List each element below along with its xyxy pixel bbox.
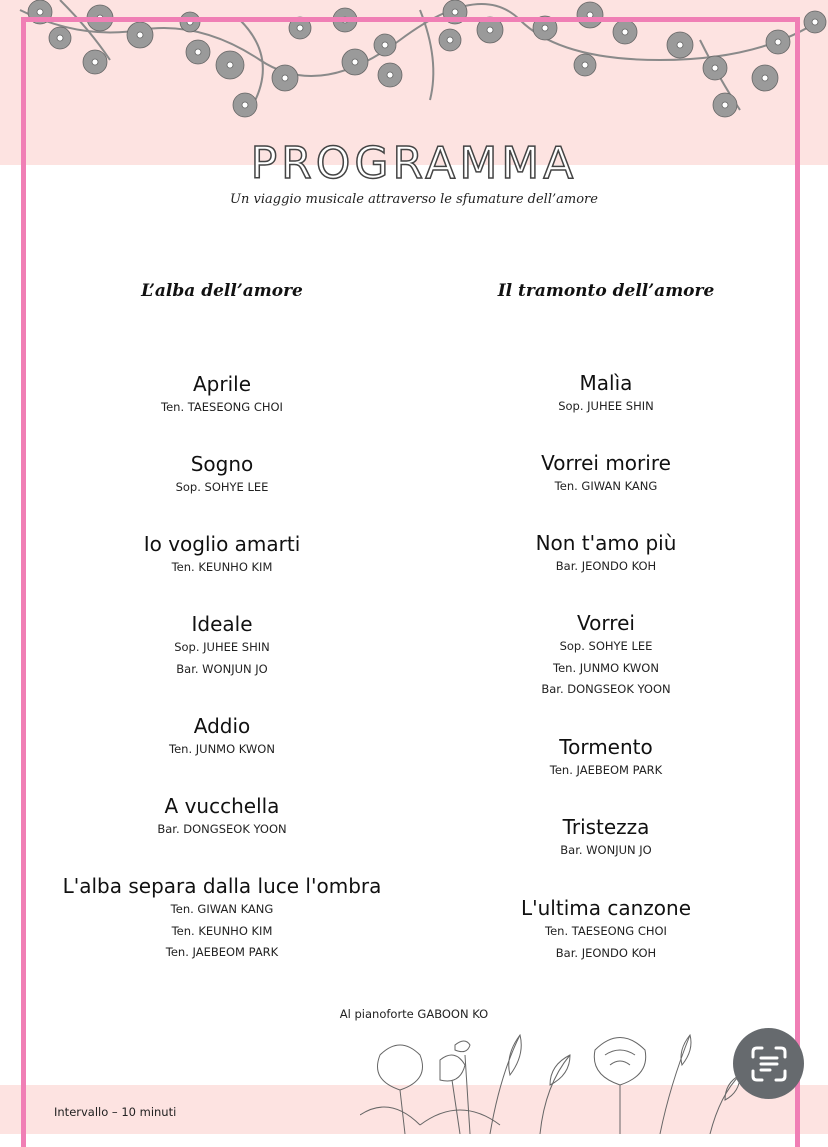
piece-title: L'alba separa dalla luce l'ombra — [62, 874, 382, 898]
flower-icon — [378, 1045, 423, 1090]
program-item — [426, 370, 786, 418]
program-item — [42, 713, 402, 761]
flower-icon — [440, 1055, 465, 1081]
program-item — [22, 873, 422, 964]
performer: Ten. TAESEONG CHOI — [161, 400, 283, 414]
piece-title: A vucchella — [164, 794, 280, 818]
performer: Bar. JEONDO KOH — [555, 559, 657, 573]
piece-title: Aprile — [192, 372, 252, 396]
performer: Bar. DONGSEOK YOON — [541, 682, 671, 696]
piece-title: Non t'amo più — [535, 531, 677, 555]
program-item — [42, 451, 402, 499]
performer: Ten. TAESEONG CHOI — [545, 924, 667, 938]
program-item — [42, 611, 402, 680]
piece-title: Vorrei morire — [541, 451, 671, 475]
performer: Ten. GIWAN KANG — [554, 479, 658, 493]
performer: Bar. WONJUN JO — [560, 843, 652, 857]
pianist-credit: Al pianoforte GABOON KO — [339, 1007, 489, 1021]
performer: Ten. KEUNHO KIM — [171, 560, 273, 574]
program-item — [426, 814, 786, 862]
performer: Ten. JAEBEOM PARK — [165, 945, 279, 959]
program-item — [426, 895, 786, 964]
piece-title: Tristezza — [562, 815, 650, 839]
program-item — [426, 610, 786, 701]
piece-title: Ideale — [191, 612, 253, 636]
blossom-icon — [804, 11, 826, 33]
program-item — [42, 371, 402, 419]
performer: Ten. JAEBEOM PARK — [549, 763, 663, 777]
performer: Bar. WONJUN JO — [176, 661, 268, 676]
piece-title: Sogno — [190, 452, 254, 476]
line-art-flowers-decoration — [360, 1015, 780, 1134]
performer: Bar. DONGSEOK YOON — [157, 822, 287, 836]
piece-title: Tormento — [559, 735, 653, 759]
performer: Sop. SOHYE LEE — [175, 480, 269, 494]
program-item — [426, 734, 786, 782]
page-subtitle: Un viaggio musicale attraverso le sfumature dell’amore — [230, 192, 598, 207]
performer: Sop. SOHYE LEE — [559, 639, 653, 653]
performer: Bar. JEONDO KOH — [555, 945, 657, 960]
intermission-note: Intervallo – 10 minuti — [54, 1105, 177, 1119]
program-item — [426, 530, 786, 578]
text-scan-button[interactable] — [733, 1028, 804, 1099]
page-title: PROGRAMMA — [250, 138, 578, 189]
performer: Sop. JUHEE SHIN — [174, 640, 270, 654]
program-item — [42, 531, 402, 579]
piece-title: Vorrei — [577, 611, 635, 635]
piece-title: Malìa — [579, 371, 633, 395]
piece-title: Addio — [193, 714, 251, 738]
performer: Ten. JUNMO KWON — [553, 660, 659, 675]
performer: Ten. KEUNHO KIM — [171, 923, 273, 938]
column-heading-right: Il tramonto dell’amore — [497, 281, 715, 301]
performer: Ten. JUNMO KWON — [169, 742, 275, 756]
performer: Ten. GIWAN KANG — [170, 902, 274, 916]
piece-title: Io voglio amarti — [143, 532, 301, 556]
program-item — [42, 793, 402, 841]
program-item — [426, 450, 786, 498]
piece-title: L'ultima canzone — [520, 896, 691, 920]
scan-text-icon — [749, 1044, 789, 1084]
column-heading-left: L’alba dell’amore — [141, 281, 303, 301]
performer: Sop. JUHEE SHIN — [558, 399, 654, 413]
